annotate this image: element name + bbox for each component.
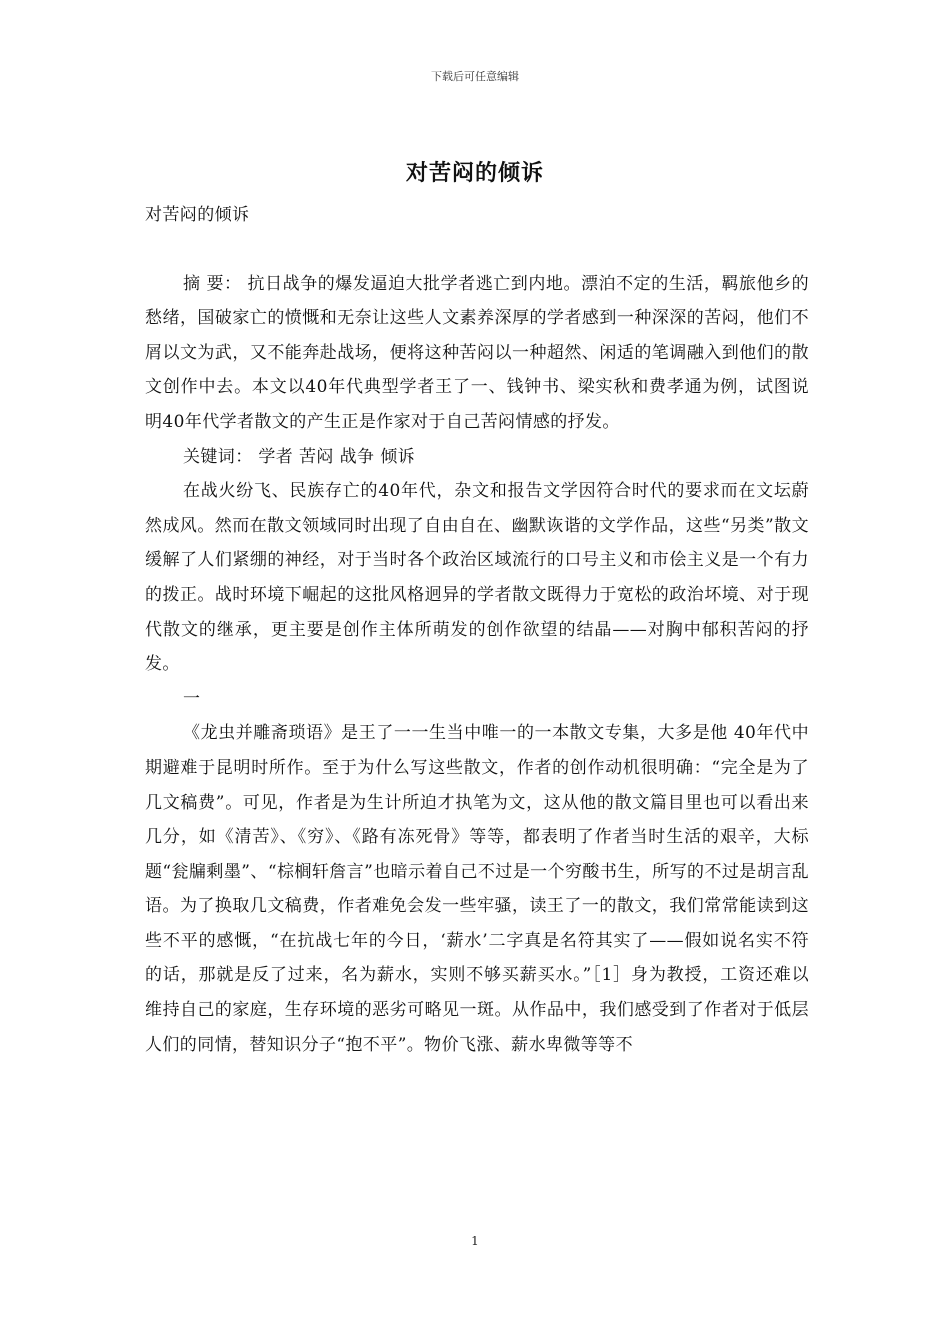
header-note: 下载后可任意编辑 <box>431 70 519 83</box>
body-paragraph-1: 在战火纷飞、民族存亡的40年代，杂文和报告文学因符合时代的要求而在文坛蔚然成风。然而在散文领域同时出现了自由自在、幽默诙谐的文学作品，这些“另类”散文缓解了人们紧绷的神经，对于当时各个政治区域流行的口号主义和市侩主义是一个有力的拨正。战时环境下崛起的这批风格迥异的学者散文既得力于宽松的政治坏境、对于现代散文的继承，更主要是创作主体所萌发的创作欲望的结晶——对胸中郁积苦闷的抒发。 <box>145 481 809 675</box>
document-subtitle: 对苦闷的倾诉 <box>145 205 250 225</box>
document-title: 对苦闷的倾诉 <box>405 160 544 186</box>
keywords-line: 关键词： 学者 苦闷 战争 倾诉 <box>183 446 416 467</box>
body-paragraph-2: 《龙虫并雕斋琐语》是王了一一生当中唯一的一本散文专集，大多是他 40年代中期避难于昆明时所作。至于为什么写这些散文，作者的创作动机很明确：“完全是为了几文稿费”。可见，作者是为生计所迫才执笔为文，这从他的散文篇目里也可以看出来几分，如《清苦》、《穷》、《路有冻死骨》等等，都表明了作者当时生活的艰辛，大标题“瓮牖剩墨”、“棕榈轩詹言”也暗示着自己不过是一个穷酸书生，所写的不过是胡言乱语。为了换取几文稿费，作者难免会发一些牢骚，读王了一的散文，我们常常能读到这些不平的感慨，“在抗战七年的今日，‘薪水’二字真是名符其实了——假如说名实不符的话，那就是反了过来，名为薪水，实则不够买薪买水。”［1］身为教授，工资还难以维持自己的家庭，生存环境的恶劣可略见一斑。从作品中，我们感受到了作者对于低层人们的同情，替知识分子“抱不平”。物价飞涨、薪水卑微等等不 <box>145 723 809 1055</box>
page-number: 1 <box>471 1234 479 1248</box>
abstract-paragraph: 摘 要： 抗日战争的爆发逼迫大批学者逃亡到内地。漂泊不定的生活，羁旅他乡的愁绪，国破家亡的愤慨和无奈让这些人文素养深厚的学者感到一种深深的苦闷，他们不屑以文为武，又不能奔赴战场，便将这种苦闷以一种超然、闲适的笔调融入到他们的散文创作中去。本文以40年代典型学者王了一、钱钟书、梁实秋和费孝通为例，试图说明40年代学者散文的产生正是作家对于自己苦闷情感的抒发。 <box>145 273 809 432</box>
section-heading: 一 <box>183 688 201 709</box>
document-body <box>145 198 809 1062</box>
